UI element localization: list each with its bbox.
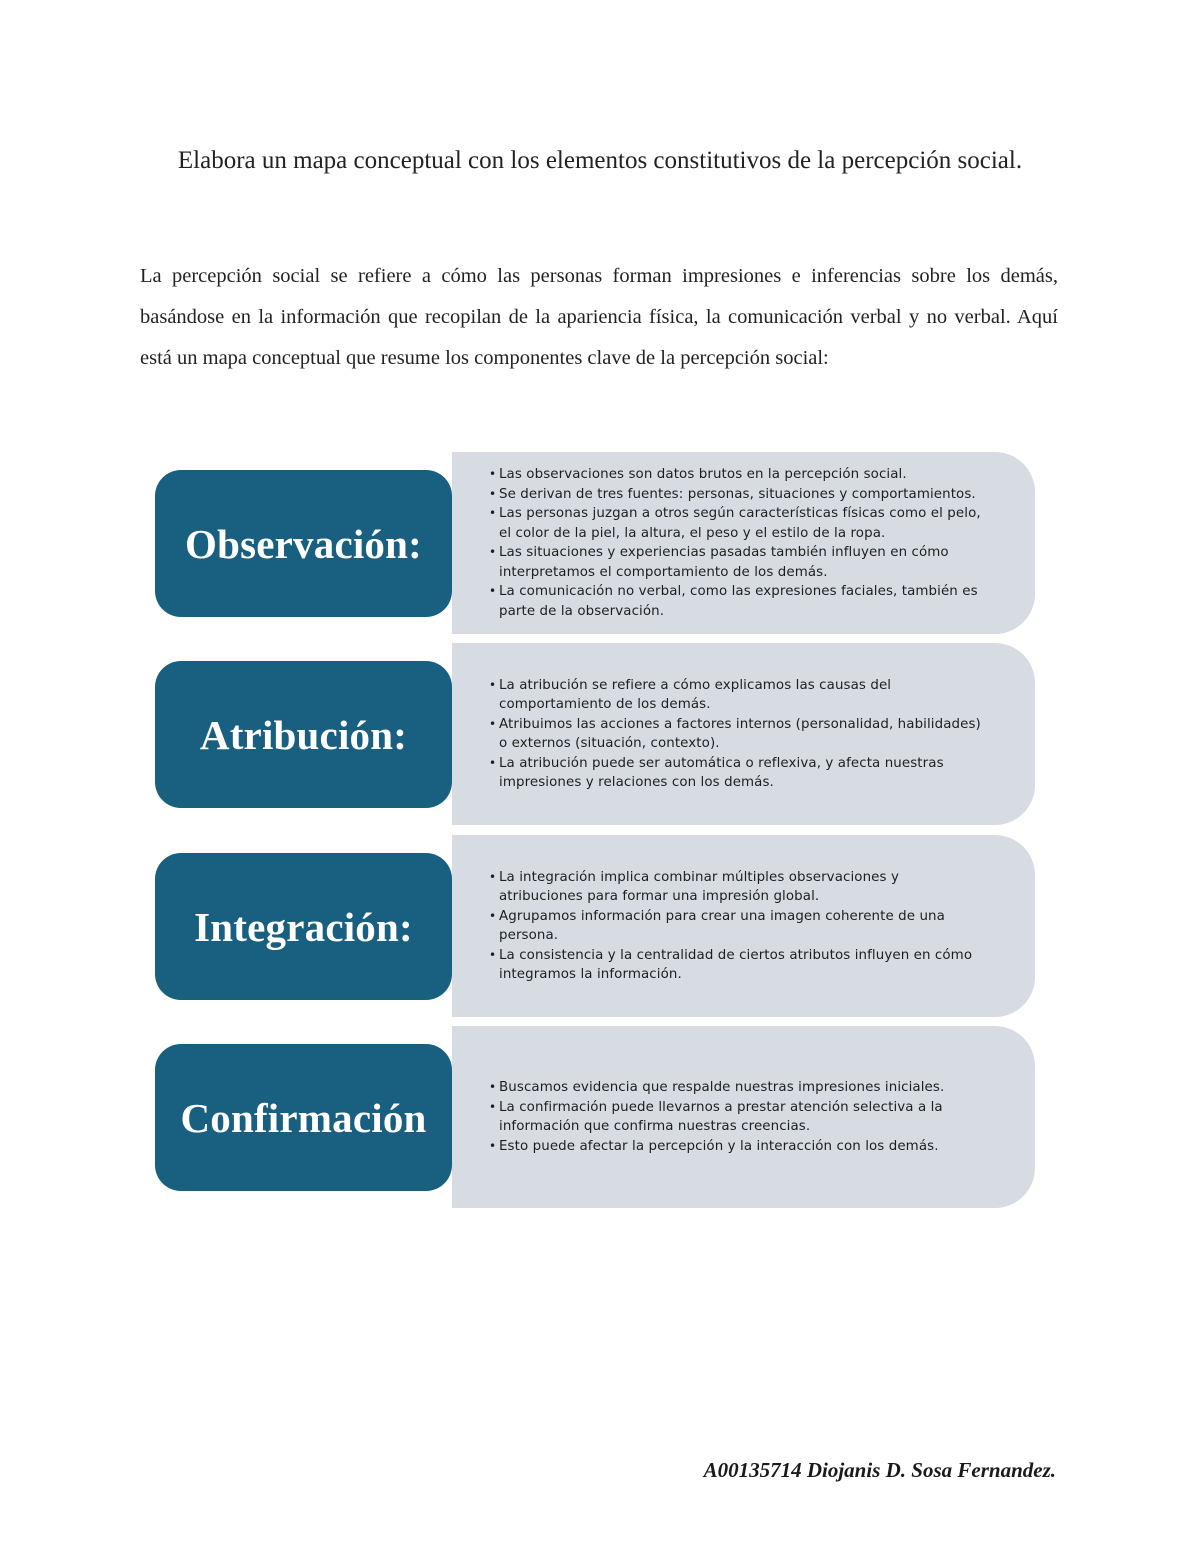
intro-paragraph: La percepción social se refiere a cómo las personas forman impresiones e inferencias sobre los demás, basándose en la información que recopilan de la apariencia física, la comunicación verbal y no verbal. Aquí está un mapa conceptual que resume los componentes clave de la percepción social:: [140, 265, 1058, 369]
bullet-list: [489, 1078, 985, 1156]
bullet-item: • Las observaciones son datos brutos en la percepción social.: [489, 465, 985, 485]
bullet-item: • La confirmación puede llevarnos a prestar atención selectiva a la información que confirma nuestras creencias.: [489, 1098, 985, 1137]
concept-box: [155, 661, 452, 808]
detail-panel: [452, 1026, 1035, 1208]
page-title: Elabora un mapa conceptual con los elementos constitutivos de la percepción social.: [177, 147, 1023, 174]
concept-row-integracion: [155, 835, 1035, 1017]
concept-label: Atribución:: [199, 711, 408, 758]
bullet-list: [489, 465, 985, 621]
bullet-item: • La integración implica combinar múltiples observaciones y atribuciones para formar una impresión global.: [489, 868, 985, 907]
bullet-item: • Agrupamos información para crear una imagen coherente de una persona.: [489, 907, 985, 946]
bullet-item: • La comunicación no verbal, como las expresiones faciales, también es parte de la observación.: [489, 582, 985, 621]
concept-row-observacion: [155, 452, 1035, 634]
bullet-item: • La atribución se refiere a cómo explicamos las causas del comportamiento de los demás.: [489, 676, 985, 715]
concept-row-confirmacion: [155, 1026, 1035, 1208]
concept-box: [155, 853, 452, 1000]
bullet-item: • Las situaciones y experiencias pasadas también influyen en cómo interpretamos el comportamiento de los demás.: [489, 543, 985, 582]
concept-label: Integración:: [194, 903, 413, 950]
bullet-list: [489, 676, 985, 793]
bullet-item: • Se derivan de tres fuentes: personas, situaciones y comportamientos.: [489, 485, 985, 505]
bullet-item: • Buscamos evidencia que respalde nuestras impresiones iniciales.: [489, 1078, 985, 1098]
bullet-item: • Esto puede afectar la percepción y la interacción con los demás.: [489, 1137, 985, 1157]
bullet-item: • Atribuimos las acciones a factores internos (personalidad, habilidades) o externos (situación, contexto).: [489, 715, 985, 754]
detail-panel: [452, 452, 1035, 634]
concept-box: [155, 1044, 452, 1191]
bullet-list: [489, 868, 985, 985]
concept-label: Confirmación: [180, 1094, 427, 1141]
author-signature: A00135714 Diojanis D. Sosa Fernandez.: [703, 1458, 1056, 1482]
detail-panel: [452, 835, 1035, 1017]
detail-panel: [452, 643, 1035, 825]
bullet-item: • La atribución puede ser automática o reflexiva, y afecta nuestras impresiones y relaciones con los demás.: [489, 754, 985, 793]
bullet-item: • Las personas juzgan a otros según características físicas como el pelo, el color de la piel, la altura, el peso y el estilo de la ropa.: [489, 504, 985, 543]
bullet-item: • La consistencia y la centralidad de ciertos atributos influyen en cómo integramos la información.: [489, 946, 985, 985]
concept-box: [155, 470, 452, 617]
concept-row-atribucion: [155, 643, 1035, 825]
concept-label: Observación:: [185, 520, 422, 567]
